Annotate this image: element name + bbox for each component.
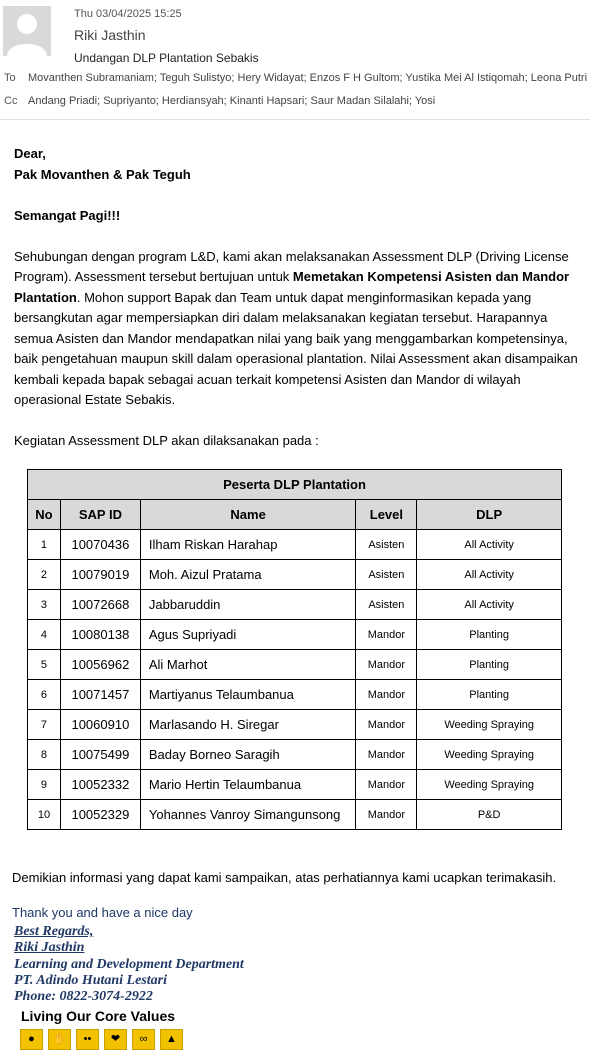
cell-sap-id: 10052329 — [60, 800, 140, 830]
email-header — [0, 0, 592, 120]
cell-level: Mandor — [356, 800, 417, 830]
signature-phone: Phone: 0822-3074-2922 — [14, 989, 153, 1005]
cell-no: 9 — [28, 770, 61, 800]
signature-block — [14, 924, 244, 1005]
sender-name[interactable]: Riki Jasthin — [74, 27, 146, 43]
table-row — [28, 710, 562, 740]
column-header: Name — [140, 500, 356, 530]
hand-icon: ✋ — [48, 1029, 71, 1050]
signature-department: Learning and Development Department — [14, 956, 244, 972]
growth-icon: ▲ — [160, 1029, 183, 1050]
cell-name: Martiyanus Telaumbanua — [140, 680, 356, 710]
cell-level: Mandor — [356, 680, 417, 710]
cell-name: Ilham Riskan Harahap — [140, 530, 356, 560]
cell-dlp: P&D — [417, 800, 562, 830]
cell-no: 10 — [28, 800, 61, 830]
cell-sap-id: 10056962 — [60, 650, 140, 680]
heart-hands-icon: ❤ — [104, 1029, 127, 1050]
cell-level: Mandor — [356, 770, 417, 800]
cell-no: 6 — [28, 680, 61, 710]
table-row — [28, 680, 562, 710]
cell-name: Mario Hertin Telaumbanua — [140, 770, 356, 800]
cell-level: Mandor — [356, 620, 417, 650]
cell-dlp: Planting — [417, 620, 562, 650]
signature-name: Riki Jasthin — [14, 940, 85, 956]
paragraph-intro-text: Sehubungan dengan program L&D, kami akan melaksanakan Assessment DLP (Driving License Program). Assessment tersebut bertujuan untuk — [14, 248, 569, 284]
cell-sap-id: 10052332 — [60, 770, 140, 800]
schedule-intro: Kegiatan Assessment DLP akan dilaksanakan pada : — [14, 433, 319, 448]
cell-name: Moh. Aizul Pratama — [140, 560, 356, 590]
cell-level: Mandor — [356, 710, 417, 740]
cell-no: 4 — [28, 620, 61, 650]
email-subject: Undangan DLP Plantation Sebakis — [74, 51, 259, 65]
table-row — [28, 560, 562, 590]
cell-name: Marlasando H. Siregar — [140, 710, 356, 740]
cell-sap-id: 10071457 — [60, 680, 140, 710]
cell-no: 3 — [28, 590, 61, 620]
cell-dlp: All Activity — [417, 590, 562, 620]
cell-dlp: Planting — [417, 650, 562, 680]
sent-date: Thu 03/04/2025 15:25 — [74, 8, 182, 20]
email-body — [14, 144, 579, 452]
table-row — [28, 770, 562, 800]
cell-level: Mandor — [356, 740, 417, 770]
cell-dlp: Weeding Spraying — [417, 770, 562, 800]
cell-sap-id: 10060910 — [60, 710, 140, 740]
cell-level: Asisten — [356, 560, 417, 590]
cc-recipients[interactable]: Andang Priadi; Supriyanto; Herdiansyah; Kinanti Hapsari; Saur Madan Silalahi; Yosi — [28, 95, 436, 107]
cell-level: Asisten — [356, 530, 417, 560]
cell-name: Jabbaruddin — [140, 590, 356, 620]
table-header-row — [28, 500, 562, 530]
cell-dlp: All Activity — [417, 560, 562, 590]
cell-name: Ali Marhot — [140, 650, 356, 680]
cell-sap-id: 10080138 — [60, 620, 140, 650]
cell-sap-id: 10070436 — [60, 530, 140, 560]
header-divider — [0, 119, 590, 120]
cell-level: Mandor — [356, 650, 417, 680]
cell-no: 5 — [28, 650, 61, 680]
cell-no: 1 — [28, 530, 61, 560]
cell-dlp: All Activity — [417, 530, 562, 560]
cell-sap-id: 10072668 — [60, 590, 140, 620]
table-row — [28, 620, 562, 650]
to-recipients[interactable]: Movanthen Subramaniam; Teguh Sulistyo; Hery Widayat; Enzos F H Gultom; Yustika Mei Al Istiqomah; Leona Putri — [28, 72, 588, 84]
cell-sap-id: 10075499 — [60, 740, 140, 770]
cell-no: 8 — [28, 740, 61, 770]
column-header: Level — [356, 500, 417, 530]
handshake-icon: ∞ — [132, 1029, 155, 1050]
signature-regards: Best Regards, — [14, 924, 94, 939]
cell-name: Yohannes Vanroy Simangunsong — [140, 800, 356, 830]
greeting: Dear, — [14, 146, 46, 161]
column-header: SAP ID — [60, 500, 140, 530]
cell-no: 2 — [28, 560, 61, 590]
cell-dlp: Weeding Spraying — [417, 710, 562, 740]
table-row — [28, 740, 562, 770]
table-row — [28, 800, 562, 830]
cell-dlp: Planting — [417, 680, 562, 710]
cell-name: Baday Borneo Saragih — [140, 740, 356, 770]
column-header: DLP — [417, 500, 562, 530]
paragraph-intro-highlight: Memetakan Kompetensi Asisten dan Mandor Plantation — [14, 269, 570, 305]
core-values-icons — [20, 1029, 183, 1049]
salutation: Semangat Pagi!!! — [14, 207, 121, 223]
closing-text: Demikian informasi yang dapat kami sampaikan, atas perhatiannya kami ucapkan terimakasih. — [12, 870, 557, 885]
thanks-text: Thank you and have a nice day — [12, 905, 193, 920]
person-icon — [3, 6, 51, 56]
cell-sap-id: 10079019 — [60, 560, 140, 590]
people-icon: ● — [20, 1029, 43, 1050]
paragraph-intro — [14, 247, 579, 411]
column-header: No — [28, 500, 61, 530]
signature-company: PT. Adindo Hutani Lestari — [14, 972, 167, 988]
cell-no: 7 — [28, 710, 61, 740]
table-row — [28, 590, 562, 620]
table-row — [28, 650, 562, 680]
cc-label: Cc — [4, 95, 18, 107]
cell-name: Agus Supriyadi — [140, 620, 356, 650]
participants-table — [27, 469, 562, 830]
paragraph-intro-rest: . Mohon support Bapak dan Team untuk dapat menginformasikan kepada yang bersangkutan agar mempersiapkan diri dalam melaksanakan kegiatan tersebut. Harapannya semua Asisten dan Mandor mendapatkan nilai yang baik yang menggambarkan kompetensinya, baik pengetahuan maupun skill dalam operasional plantation. Nilai Assessment akan disampaikan kembali kepada bapak sebagai acuan terkait kompetensi Asisten dan Mandor di wilayah operasional Estate Sebakis. — [14, 289, 578, 407]
table-row — [28, 530, 562, 560]
core-values-title: Living Our Core Values — [21, 1008, 176, 1024]
cell-dlp: Weeding Spraying — [417, 740, 562, 770]
sender-avatar[interactable] — [3, 6, 51, 56]
cell-level: Asisten — [356, 590, 417, 620]
table-title: Peserta DLP Plantation — [28, 470, 562, 500]
addressee: Pak Movanthen & Pak Teguh — [14, 166, 191, 182]
team-icon: •• — [76, 1029, 99, 1050]
to-label: To — [4, 72, 16, 84]
